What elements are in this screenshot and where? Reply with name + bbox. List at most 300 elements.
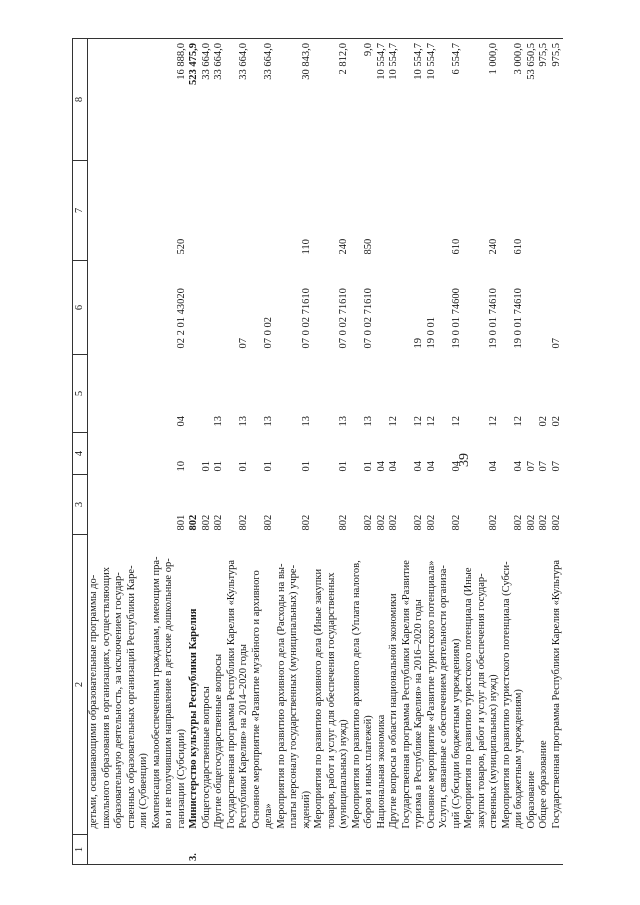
expense-type-cell <box>426 161 439 261</box>
target-article-cell <box>326 261 339 355</box>
section-code-cell <box>351 433 364 475</box>
subsection-code-cell <box>88 355 101 433</box>
row-number-cell <box>488 835 501 865</box>
amount-cell <box>501 39 514 161</box>
expense-type-cell <box>351 161 364 261</box>
target-article-cell <box>251 261 264 355</box>
section-code-cell: 04 <box>513 461 524 472</box>
subsection-code-cell <box>276 355 289 433</box>
section-code-cell <box>188 433 201 475</box>
amount-cell <box>88 39 101 161</box>
item-name-cell: ственных образовательных организаций Республики Каре- <box>125 565 137 829</box>
subsection-code-cell: 13 <box>363 416 374 427</box>
row-number-cell <box>88 835 101 865</box>
ministry-code-cell <box>88 475 101 535</box>
target-article-cell <box>163 261 176 355</box>
table-row <box>376 39 389 865</box>
row-number-cell <box>551 835 564 865</box>
expense-type-cell <box>388 161 401 261</box>
subsection-code-cell <box>138 355 151 433</box>
section-code-cell: 04 <box>413 461 424 472</box>
column-number-header-row <box>73 39 88 865</box>
item-name-cell: Компенсация малообеспеченным гражданам, имеющим пра- <box>150 556 162 829</box>
table-row <box>463 39 476 865</box>
subsection-code-cell <box>326 355 339 433</box>
ministry-code-cell <box>351 475 364 535</box>
item-name-cell: Общее образование <box>538 740 549 829</box>
ministry-code-cell <box>288 475 301 535</box>
expense-type-cell <box>163 161 176 261</box>
item-name-cell: Национальная экономика <box>375 714 387 829</box>
row-number-cell <box>513 835 526 865</box>
row-number-cell <box>501 835 514 865</box>
section-code-cell <box>313 433 326 475</box>
target-article-cell <box>288 261 301 355</box>
expense-type-cell: 110 <box>300 239 312 255</box>
row-number-cell <box>126 835 139 865</box>
row-number-cell <box>363 835 376 865</box>
target-article-cell: 07 0 02 <box>263 317 274 349</box>
ministry-code-cell <box>326 475 339 535</box>
row-number-cell <box>276 835 289 865</box>
ministry-code-cell <box>463 475 476 535</box>
amount-cell <box>101 39 114 161</box>
item-name-cell: ждений) <box>300 790 312 829</box>
target-article-cell <box>401 261 414 355</box>
amount-cell: 1 000,0 <box>488 39 501 161</box>
amount-cell <box>126 39 139 161</box>
table-row <box>276 39 289 865</box>
section-code-cell: 04 <box>450 461 462 472</box>
item-name-cell: ственных (муниципальных) нужд) <box>488 674 499 829</box>
section-code-cell <box>288 433 301 475</box>
subsection-code-cell: 12 <box>488 416 499 427</box>
ministry-code-cell: 802 <box>550 514 562 531</box>
ministry-code-cell <box>151 475 164 535</box>
table-row <box>138 39 151 865</box>
table-row <box>301 39 314 865</box>
amount-cell <box>438 39 451 161</box>
row-number-cell <box>113 835 126 865</box>
target-article-cell <box>476 261 489 355</box>
ministry-code-cell: 802 <box>200 514 212 531</box>
subsection-code-cell <box>501 355 514 433</box>
budget-table <box>72 38 563 865</box>
table-row <box>363 39 376 865</box>
target-article-cell <box>376 261 389 355</box>
table-row <box>326 39 339 865</box>
ministry-code-cell: 802 <box>238 514 249 531</box>
subsection-code-cell: 12 <box>425 416 437 427</box>
table-row <box>313 39 326 865</box>
row-number-cell <box>526 835 539 865</box>
row-number-cell <box>301 835 314 865</box>
section-code-cell <box>138 433 151 475</box>
section-code-cell: 01 <box>363 461 374 472</box>
amount-cell <box>276 39 289 161</box>
subsection-code-cell <box>226 355 239 433</box>
column-number-3: 3 <box>73 475 88 535</box>
column-number-5: 5 <box>73 355 88 433</box>
row-number-cell <box>226 835 239 865</box>
item-name-cell: (муниципальных) нужд) <box>338 719 349 829</box>
item-name-cell: товаров, работ и услуг для обеспечения государственных <box>325 572 337 829</box>
amount-cell <box>163 39 176 161</box>
item-name-cell: Общегосударственные вопросы <box>200 686 212 829</box>
table-row <box>451 39 464 865</box>
amount-cell <box>226 39 239 161</box>
table-row <box>388 39 401 865</box>
amount-cell <box>463 39 476 161</box>
item-name-cell: Республики Карелия» на 2014–2020 годы <box>238 644 249 829</box>
item-name-cell: туризма в Республике Карелия» на 2016–2020 годы <box>413 599 424 829</box>
item-name-cell: Мероприятия по развитию архивного дела (Расходы на вы- <box>275 563 287 829</box>
subsection-code-cell <box>463 355 476 433</box>
row-number-cell <box>263 835 276 865</box>
row-number-cell <box>201 835 214 865</box>
table-row <box>501 39 514 865</box>
expense-type-cell <box>463 161 476 261</box>
table-row <box>263 39 276 865</box>
item-name-cell: сборов и иных платежей) <box>363 715 374 829</box>
row-number-cell <box>163 835 176 865</box>
ministry-code-cell: 802 <box>300 514 312 531</box>
target-article-cell <box>526 261 539 355</box>
target-article-cell: 07 0 02 71610 <box>300 288 312 349</box>
section-code-cell <box>101 433 114 475</box>
table-row <box>338 39 351 865</box>
subsection-code-cell <box>163 355 176 433</box>
section-code-cell <box>501 433 514 475</box>
section-code-cell: 10 <box>175 461 187 472</box>
table-row <box>526 39 539 865</box>
column-number-1: 1 <box>73 835 88 865</box>
ministry-code-cell: 802 <box>188 514 199 531</box>
subsection-code-cell: 04 <box>175 416 187 427</box>
target-article-cell: 19 0 01 <box>425 317 437 349</box>
row-number-cell <box>238 835 251 865</box>
amount-cell: 10 554,7 <box>388 39 401 161</box>
ministry-code-cell: 801 <box>175 514 187 531</box>
section-code-cell: 04 <box>488 461 499 472</box>
target-article-cell <box>463 261 476 355</box>
subsection-code-cell: 13 <box>338 416 349 427</box>
table-row <box>101 39 114 865</box>
section-code-cell <box>226 433 239 475</box>
item-name-cell: лии (Субвенции) <box>138 753 149 829</box>
expense-type-cell <box>551 161 564 261</box>
row-number-cell <box>213 835 226 865</box>
row-number-cell <box>338 835 351 865</box>
target-article-cell: 07 <box>550 338 562 349</box>
section-code-cell: 01 <box>300 461 312 472</box>
amount-cell <box>151 39 164 161</box>
amount-cell: 33 664,0 <box>238 39 251 161</box>
section-code-cell: 01 <box>238 461 249 472</box>
item-name-cell: Государственная программа Республики Карелия «Культура <box>225 559 237 829</box>
item-name-cell: Государственная программа Республики Карелия «Культура <box>550 559 562 829</box>
expense-type-cell: 850 <box>363 238 374 255</box>
target-article-cell <box>88 261 101 355</box>
row-number-cell <box>288 835 301 865</box>
item-name-cell: во и не получившим направление в детские дошкольные ор- <box>163 558 174 829</box>
subsection-code-cell: 13 <box>238 416 249 427</box>
ministry-code-cell: 802 <box>263 514 274 531</box>
section-code-cell: 07 <box>538 461 549 472</box>
ministry-code-cell <box>313 475 326 535</box>
column-number-4: 4 <box>73 433 88 475</box>
section-code-cell: 01 <box>263 461 274 472</box>
expense-type-cell <box>313 161 326 261</box>
amount-cell <box>288 39 301 161</box>
row-number-cell <box>313 835 326 865</box>
table-row <box>176 39 189 865</box>
item-name-cell: Мероприятия по развитию туристского потенциала (Иные <box>463 567 474 829</box>
section-code-cell <box>151 433 164 475</box>
target-article-cell <box>113 261 126 355</box>
item-name-cell: закупки товаров, работ и услуг для обеспечения государ- <box>475 573 487 829</box>
subsection-code-cell <box>351 355 364 433</box>
ministry-code-cell <box>401 475 414 535</box>
section-code-cell: 01 <box>200 461 212 472</box>
target-article-cell <box>101 261 114 355</box>
target-article-cell: 07 0 02 71610 <box>363 288 374 349</box>
ministry-code-cell: 802 <box>213 514 224 531</box>
expense-type-cell <box>413 161 426 261</box>
section-code-cell <box>88 433 101 475</box>
amount-cell: 33 664,0 <box>213 39 226 161</box>
item-name-cell: ций (Субсидии бюджетным учреждениям) <box>450 638 462 829</box>
section-code-cell <box>276 433 289 475</box>
expense-type-cell <box>501 161 514 261</box>
subsection-code-cell <box>188 355 201 433</box>
item-name-cell: Другие вопросы в области национальной экономики <box>388 593 399 829</box>
target-article-cell <box>501 261 514 355</box>
target-article-cell <box>188 261 201 355</box>
row-number-cell <box>251 835 264 865</box>
section-code-cell: 07 <box>550 461 562 472</box>
column-number-6: 6 <box>73 261 88 355</box>
item-name-cell: Основное мероприятие «Развитие музейного и архивного <box>250 570 262 829</box>
target-article-cell: 02 2 01 43020 <box>175 288 187 349</box>
row-number-cell <box>326 835 339 865</box>
expense-type-cell: 240 <box>338 238 349 255</box>
row-number-cell <box>438 835 451 865</box>
row-number-cell: 3. <box>188 835 201 865</box>
target-article-cell <box>438 261 451 355</box>
subsection-code-cell <box>526 355 539 433</box>
row-number-cell <box>388 835 401 865</box>
amount-cell: 523 475,9 <box>188 39 201 161</box>
expense-type-cell: 240 <box>488 238 499 255</box>
target-article-cell: 19 0 01 74600 <box>450 288 462 349</box>
table-row <box>426 39 439 865</box>
subsection-code-cell: 12 <box>513 416 524 427</box>
ministry-code-cell: 802 <box>375 514 387 531</box>
amount-cell <box>351 39 364 161</box>
ministry-code-cell: 802 <box>388 514 399 531</box>
ministry-code-cell: 802 <box>450 514 462 531</box>
target-article-cell <box>538 261 551 355</box>
row-number-cell <box>413 835 426 865</box>
target-article-cell: 19 <box>413 338 424 349</box>
item-name-cell: дии бюджетным учреждениям) <box>513 689 524 829</box>
amount-cell: 2 812,0 <box>338 39 351 161</box>
item-name-cell: детьми, осваивающими образовательные программы до- <box>88 574 99 829</box>
target-article-cell <box>138 261 151 355</box>
expense-type-cell <box>201 161 214 261</box>
subsection-code-cell <box>126 355 139 433</box>
column-number-7: 7 <box>73 161 88 261</box>
section-code-cell: 01 <box>338 461 349 472</box>
target-article-cell <box>276 261 289 355</box>
amount-cell <box>313 39 326 161</box>
expense-type-cell <box>88 161 101 261</box>
table-row <box>551 39 564 865</box>
table-row <box>538 39 551 865</box>
row-number-cell <box>176 835 189 865</box>
row-number-cell <box>463 835 476 865</box>
amount-cell: 10 554,7 <box>376 39 389 161</box>
subsection-code-cell: 12 <box>413 416 424 427</box>
section-code-cell <box>163 433 176 475</box>
table-row <box>163 39 176 865</box>
expense-type-cell: 610 <box>513 238 524 255</box>
expense-type-cell <box>526 161 539 261</box>
amount-cell: 53 650,5 <box>526 39 539 161</box>
ministry-code-cell <box>276 475 289 535</box>
item-name-cell: Образование <box>525 770 537 829</box>
subsection-code-cell: 12 <box>388 416 399 427</box>
ministry-code-cell: 802 <box>538 514 549 531</box>
table-row <box>413 39 426 865</box>
ministry-code-cell <box>438 475 451 535</box>
table-row <box>88 39 101 865</box>
table-row <box>151 39 164 865</box>
section-code-cell <box>326 433 339 475</box>
amount-cell <box>326 39 339 161</box>
table-row <box>513 39 526 865</box>
item-name-cell: Мероприятия по развитию туристского потенциала (Субси- <box>500 561 512 829</box>
amount-cell: 30 843,0 <box>301 39 314 161</box>
subsection-code-cell: 13 <box>263 416 274 427</box>
row-number-cell <box>401 835 414 865</box>
target-article-cell: 07 <box>238 338 249 349</box>
section-code-cell: 04 <box>375 461 387 472</box>
section-code-cell: 07 <box>525 461 537 472</box>
table-row <box>126 39 139 865</box>
section-code-cell <box>438 433 451 475</box>
amount-cell: 9,0 <box>363 39 376 161</box>
subsection-code-cell <box>476 355 489 433</box>
subsection-code-cell <box>151 355 164 433</box>
section-code-cell <box>401 433 414 475</box>
expense-type-cell <box>538 161 551 261</box>
ministry-code-cell: 802 <box>413 514 424 531</box>
page-number: 39 <box>457 453 472 467</box>
table-row <box>438 39 451 865</box>
amount-cell <box>476 39 489 161</box>
subsection-code-cell <box>438 355 451 433</box>
row-number-cell <box>376 835 389 865</box>
subsection-code-cell: 13 <box>300 416 312 427</box>
section-code-cell <box>126 433 139 475</box>
ministry-code-cell <box>163 475 176 535</box>
section-code-cell <box>251 433 264 475</box>
expense-type-cell <box>376 161 389 261</box>
subsection-code-cell: 13 <box>213 416 224 427</box>
target-article-cell <box>226 261 239 355</box>
amount-cell: 975,5 <box>538 39 551 161</box>
expense-type-cell <box>438 161 451 261</box>
item-name-cell: платы персоналу государственных (муниципальных) учре- <box>288 564 299 829</box>
row-number-cell <box>451 835 464 865</box>
item-name-cell: Государственная программа Республики Карелия «Развитие <box>400 560 412 829</box>
target-article-cell: 19 0 01 74610 <box>513 288 524 349</box>
expense-type-cell <box>238 161 251 261</box>
ministry-code-cell <box>138 475 151 535</box>
ministry-code-cell: 802 <box>338 514 349 531</box>
amount-cell <box>251 39 264 161</box>
target-article-cell <box>351 261 364 355</box>
item-name-cell: Мероприятия по развитию архивного дела (Иные закупки <box>313 568 324 829</box>
item-name-cell: Другие общегосударственные вопросы <box>213 653 224 829</box>
table-row <box>113 39 126 865</box>
row-number-cell <box>426 835 439 865</box>
amount-cell: 10 554,7 <box>413 39 426 161</box>
ministry-code-cell: 802 <box>513 514 524 531</box>
table-row <box>238 39 251 865</box>
expense-type-cell <box>401 161 414 261</box>
row-number-cell <box>138 835 151 865</box>
subsection-code-cell <box>401 355 414 433</box>
section-code-cell: 01 <box>213 461 224 472</box>
target-article-cell: 07 0 02 71610 <box>338 288 349 349</box>
subsection-code-cell <box>288 355 301 433</box>
row-number-cell <box>538 835 551 865</box>
table-row <box>201 39 214 865</box>
amount-cell: 10 554,7 <box>426 39 439 161</box>
amount-cell: 33 664,0 <box>201 39 214 161</box>
ministry-code-cell <box>251 475 264 535</box>
subsection-code-cell: 12 <box>450 416 462 427</box>
item-name-cell: Услуги, связанные с обеспечением деятельности организа- <box>438 565 449 829</box>
column-number-8: 8 <box>73 39 88 161</box>
table-row <box>488 39 501 865</box>
table-row <box>288 39 301 865</box>
item-name-cell: Министерство культуры Республики Карелия <box>188 608 199 829</box>
expense-type-cell <box>101 161 114 261</box>
amount-cell <box>113 39 126 161</box>
ministry-code-cell <box>226 475 239 535</box>
ministry-code-cell <box>126 475 139 535</box>
row-number-cell <box>351 835 364 865</box>
target-article-cell <box>313 261 326 355</box>
expense-type-cell <box>213 161 226 261</box>
subsection-code-cell <box>251 355 264 433</box>
table-row <box>476 39 489 865</box>
row-number-cell <box>476 835 489 865</box>
expense-type-cell <box>276 161 289 261</box>
target-article-cell <box>201 261 214 355</box>
ministry-code-cell <box>476 475 489 535</box>
item-name-cell: дела» <box>263 803 274 829</box>
subsection-code-cell: 02 <box>538 416 549 427</box>
amount-cell <box>401 39 414 161</box>
subsection-code-cell <box>101 355 114 433</box>
expense-type-cell <box>326 161 339 261</box>
row-number-cell <box>101 835 114 865</box>
